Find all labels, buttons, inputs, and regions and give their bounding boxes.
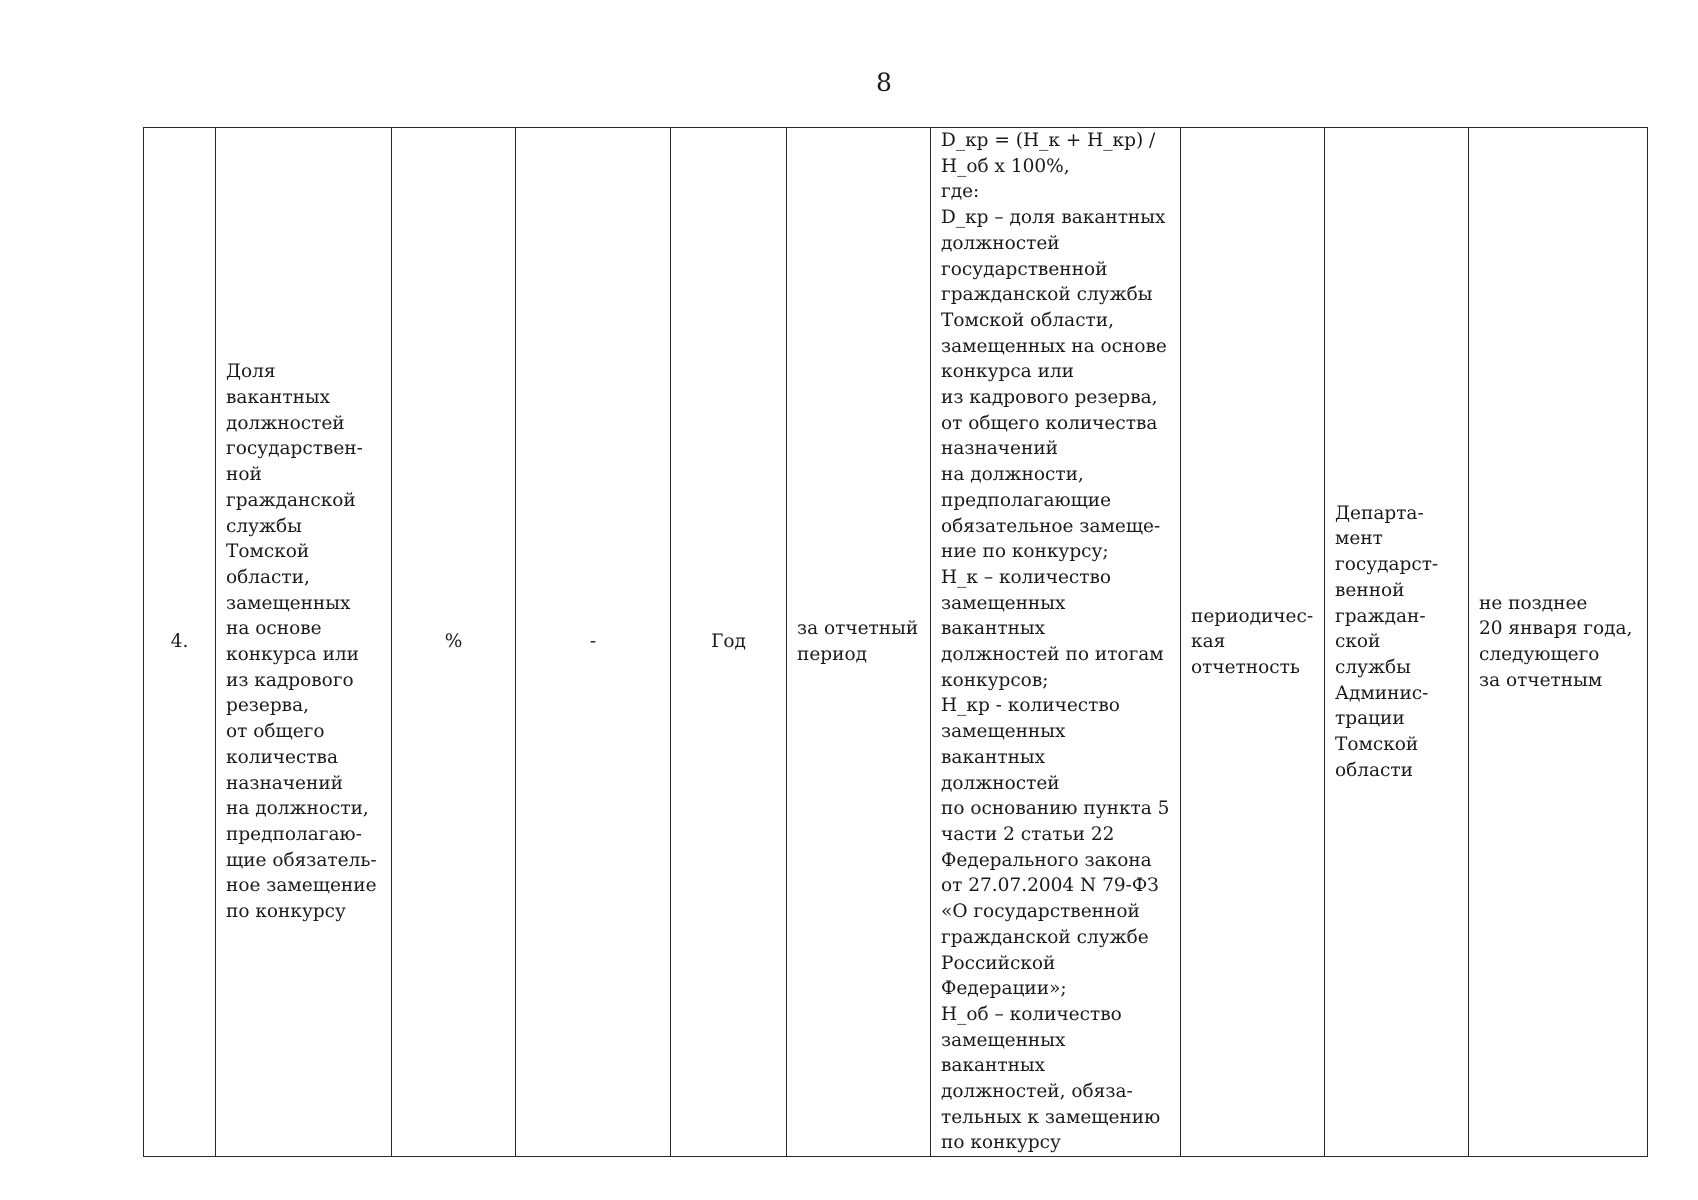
row-number-cell: 4. — [144, 128, 216, 1157]
time-scope-cell: за отчетный период — [787, 128, 931, 1157]
indicator-table — [143, 127, 1648, 1157]
data-source-cell: периодичес- кая отчетность — [1181, 128, 1325, 1157]
table-row — [144, 128, 1648, 1157]
formula-cell: D_кр = (Н_к + Н_кр) / Н_об x 100%, где: D_кр – доля вакантных должностей государственной гражданской службы Томской области, замещенных на основе конкурса или из кадрового резерва, от общего количества назначений на должности, предполагающие обязательное замеще- ние по конкурсу; Н_к – количество замещенных вакантных должностей по итогам конкурсов; Н_кр - количество замещенных вакантных должностей по основанию пункта 5 части 2 статьи 22 Федерального закона от 27.07.2004 N 79-ФЗ «О государственной гражданской службе Российской Федерации»; Н_об – количество замещенных вакантных должностей, обяза- тельных к замещению по конкурсу — [931, 128, 1181, 1157]
page-number: 8 — [876, 68, 892, 97]
periodicity-cell: Год — [671, 128, 787, 1157]
base-value-cell: - — [516, 128, 671, 1157]
unit-cell: % — [392, 128, 516, 1157]
indicator-name-cell: Доля вакантных должностей государствен- ной гражданской службы Томской области, замещенных на основе конкурса или из кадрового резерва, от общего количества назначений на должности, предполагаю- щие обязатель- ное замещение по конкурсу — [216, 128, 392, 1157]
deadline-cell: не позднее 20 января года, следующего за отчетным — [1469, 128, 1648, 1157]
responsible-cell: Департа- мент государст- венной граждан- ской службы Админис- трации Томской области — [1325, 128, 1469, 1157]
